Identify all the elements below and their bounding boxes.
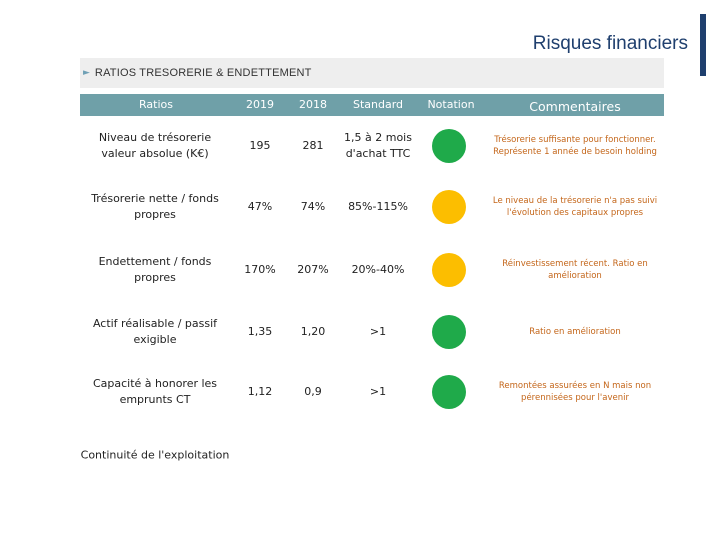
standard-value: 1,5 à 2 mois d'achat TTC [344,131,412,160]
standard-value: 85%-115% [348,200,408,213]
value-2018: 0,9 [304,385,322,398]
rating-indicator-green [432,315,466,349]
arrow-right-icon: ► [83,68,90,78]
ratio-label: Capacité à honorer les emprunts CT [92,377,218,406]
section-title: RATIOS TRESORERIE & ENDETTEMENT [94,67,312,79]
value-2019: 1,35 [247,325,273,338]
section-band [80,58,664,88]
column-header-commentaires: Commentaires [529,99,621,114]
comment-text: Remontées assurées en N mais non pérennisées pour l'avenir [498,381,652,403]
table-header [80,94,664,116]
continuity-row-label: Continuité de l'exploitation [80,448,230,462]
value-2018: 281 [302,139,324,152]
comment-text: Trésorerie suffisante pour fonctionner. Représente 1 année de besoin holding [493,135,657,157]
ratio-label: Actif réalisable / passif exigible [92,317,218,346]
ratio-label: Niveau de trésorerie valeur absolue (K€) [98,131,212,160]
standard-value: >1 [369,325,387,338]
column-header-ratios: Ratios [139,98,173,111]
value-2019: 170% [244,263,276,276]
column-header-standard: Standard [352,98,404,111]
column-header-notation: Notation [427,98,475,111]
comment-text: Réinvestissement récent. Ratio en amélioration [502,259,648,281]
column-header-2018: 2018 [299,98,327,111]
column-header-2019: 2019 [246,98,274,111]
title-accent-bar [700,14,706,76]
rating-indicator-yellow [432,253,466,287]
ratio-label: Trésorerie nette / fonds propres [91,192,219,221]
value-2019: 1,12 [247,385,273,398]
rating-indicator-green [432,129,466,163]
value-2018: 207% [297,263,329,276]
value-2019: 47% [247,200,273,213]
value-2019: 195 [249,139,271,152]
rating-indicator-yellow [432,190,466,224]
ratio-label: Endettement / fonds propres [98,255,212,284]
value-2018: 1,20 [300,325,326,338]
page-title: Risques financiers [532,33,688,54]
standard-value: >1 [369,385,387,398]
value-2018: 74% [300,200,326,213]
standard-value: 20%-40% [351,263,405,276]
rating-indicator-green [432,375,466,409]
comment-text: Le niveau de la trésorerie n'a pas suivi l'évolution des capitaux propres [492,196,658,218]
comment-text: Ratio en amélioration [529,327,621,337]
